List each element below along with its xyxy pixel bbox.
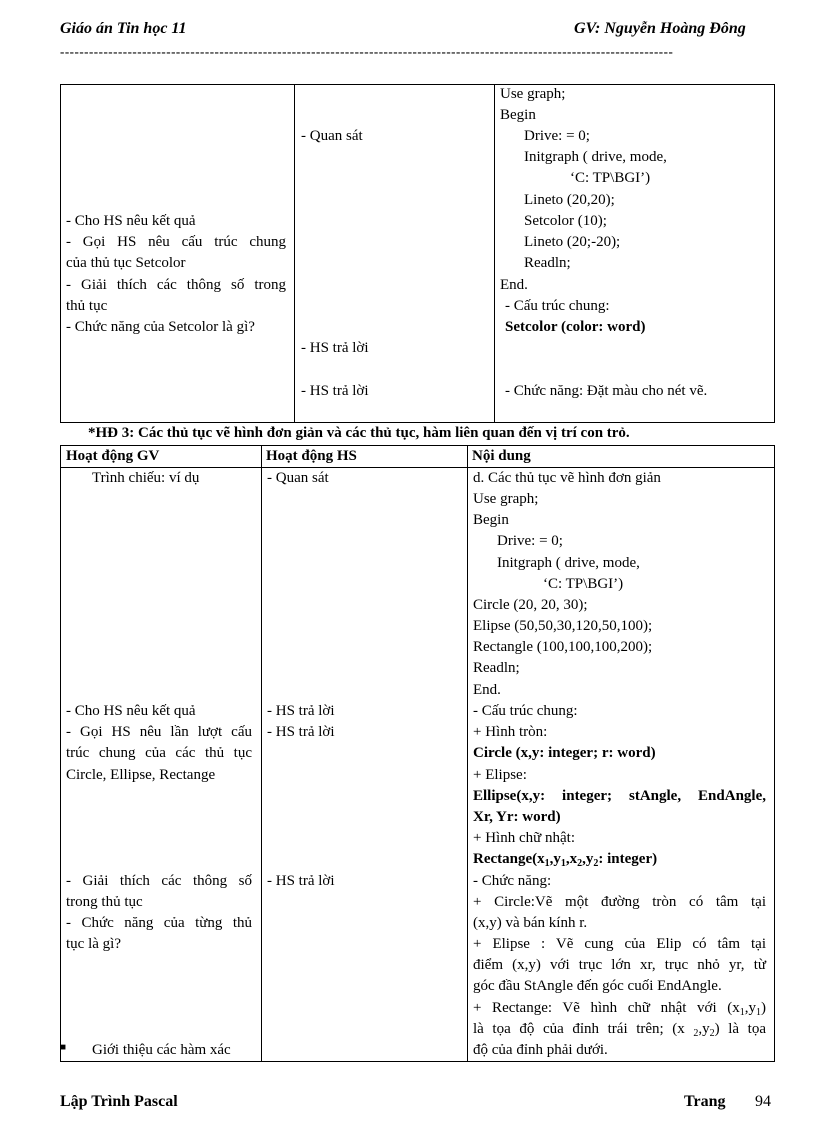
nd-line: Initgraph ( drive, mode, [497, 555, 640, 571]
nd-line: Lineto (20,20); [524, 192, 615, 208]
gv-line: - Cho HS nêu kết quả [66, 213, 196, 229]
nd-line: (x,y) và bán kính r. [473, 915, 588, 931]
section-title: *HĐ 3: Các thủ tục vẽ hình đơn giản và các thủ tục, hàm liên quan đến vị trí con trỏ. [88, 425, 630, 441]
nd-line: ‘C: TP\BGI’) [570, 170, 651, 186]
nd-line: Elipse (50,50,30,120,50,100); [473, 618, 653, 634]
gv-line: trong thủ tục [66, 894, 143, 910]
nd-line: Begin [473, 512, 509, 528]
page-number: 94 [755, 1093, 771, 1110]
gv-line: - Chức năng của Setcolor là gì? [66, 319, 255, 335]
gv-line: - Giải thích các thông số trong [66, 277, 286, 293]
nd-line: Drive: = 0; [497, 533, 563, 549]
gv-line: - Chức năng của từng thủ [66, 915, 252, 931]
gv-line: Giới thiệu các hàm xác [92, 1042, 231, 1058]
nd-line: - Cấu trúc chung: [505, 298, 610, 314]
nd-line: Circle (20, 20, 30); [473, 597, 588, 613]
bullet-icon: ■ [60, 1042, 67, 1053]
nd-line: Lineto (20;-20); [524, 234, 621, 250]
nd-line: Initgraph ( drive, mode, [524, 149, 667, 165]
header-left: Giáo án Tin học 11 [60, 20, 187, 37]
nd-line: Begin [500, 107, 536, 123]
column-divider [294, 85, 295, 422]
nd-line: + Circle:Vẽ một đường tròn có tâm tại [473, 894, 766, 910]
nd-line: d. Các thủ tục vẽ hình đơn giản [473, 470, 661, 486]
gv-line: tục là gì? [66, 936, 121, 952]
header-right: GV: Nguyễn Hoàng Đông [574, 20, 746, 37]
nd-line: End. [473, 682, 501, 698]
gv-line: Trình chiếu: ví dụ [92, 470, 200, 486]
nd-line: Readln; [473, 660, 520, 676]
page-label: Trang [684, 1093, 726, 1110]
nd-line: + Elipse : Vẽ cung của Elip có tâm tại [473, 936, 766, 952]
nd-line: Use graph; [500, 86, 566, 102]
column-header: Nội dung [472, 448, 531, 464]
nd-line: ‘C: TP\BGI’) [543, 576, 624, 592]
nd-line: độ của đỉnh phải dưới. [473, 1042, 608, 1058]
nd-line: Drive: = 0; [524, 128, 590, 144]
gv-line: - Giải thích các thông số [66, 873, 252, 889]
nd-line: + Hình tròn: [473, 724, 548, 740]
hs-line: - HS trả lời [301, 340, 369, 356]
nd-line: + Hình chữ nhật: [473, 830, 575, 846]
column-header: Hoạt động HS [266, 448, 357, 464]
footer-title: Lập Trình Pascal [60, 1093, 178, 1110]
gv-line: trúc chung của các thủ tục [66, 745, 252, 761]
nd-line: - Chức năng: Đặt màu cho nét vẽ. [505, 383, 708, 399]
nd-line: Xr, Yr: word) [473, 809, 561, 825]
column-divider [467, 446, 468, 1061]
nd-line: Setcolor (10); [524, 213, 607, 229]
nd-line: Ellipse(x,y: integer; stAngle, EndAngle, [473, 788, 766, 804]
nd-line: $Rectange(x_1,y_1,x_2,y_2$: integer) [473, 851, 658, 869]
column-divider [494, 85, 495, 422]
hs-line: - HS trả lời [267, 724, 335, 740]
nd-line: - Cấu trúc chung: [473, 703, 578, 719]
nd-line: + Elipse: [473, 767, 527, 783]
column-divider [261, 446, 262, 1061]
gv-line: Circle, Ellipse, Rectange [66, 767, 216, 783]
hs-line: - HS trả lời [267, 703, 335, 719]
gv-line: - Cho HS nêu kết quả [66, 703, 196, 719]
gv-line: - Gọi HS nêu lần lượt cấu [66, 724, 252, 740]
nd-line: End. [500, 277, 528, 293]
hs-line: - HS trả lời [267, 873, 335, 889]
column-header: Hoạt động GV [66, 448, 160, 464]
gv-line: - Gọi HS nêu cấu trúc chung [66, 234, 286, 250]
gv-line: của thủ tục Setcolor [66, 255, 186, 271]
nd-line: Use graph; [473, 491, 539, 507]
nd-line: Circle (x,y: integer; r: word) [473, 745, 656, 761]
nd-line: - Chức năng: [473, 873, 552, 889]
nd-line: Rectangle (100,100,100,200); [473, 639, 653, 655]
nd-line: + Rectange: Vẽ hình chữ nhật với $(x_1,y_1)$ [473, 1000, 766, 1018]
nd-line: điểm (x,y) với trục lớn xr, trục nhỏ yr, từ [473, 957, 766, 973]
gv-line: thủ tục [66, 298, 108, 314]
nd-line: góc đầu StAngle đến góc cuối EndAngle. [473, 978, 722, 994]
header-divider: ------------------------------------------------------------------------------------------------------------------------------- [60, 44, 674, 59]
nd-line: Setcolor (color: word) [505, 319, 646, 335]
hs-line: - HS trả lời [301, 383, 369, 399]
hs-line: - Quan sát [267, 470, 329, 486]
nd-line: Readln; [524, 255, 571, 271]
hs-line: - Quan sát [301, 128, 363, 144]
nd-line: là tọa độ của đỉnh trái trên; (x $_2,y_2$) là tọa [473, 1021, 766, 1039]
